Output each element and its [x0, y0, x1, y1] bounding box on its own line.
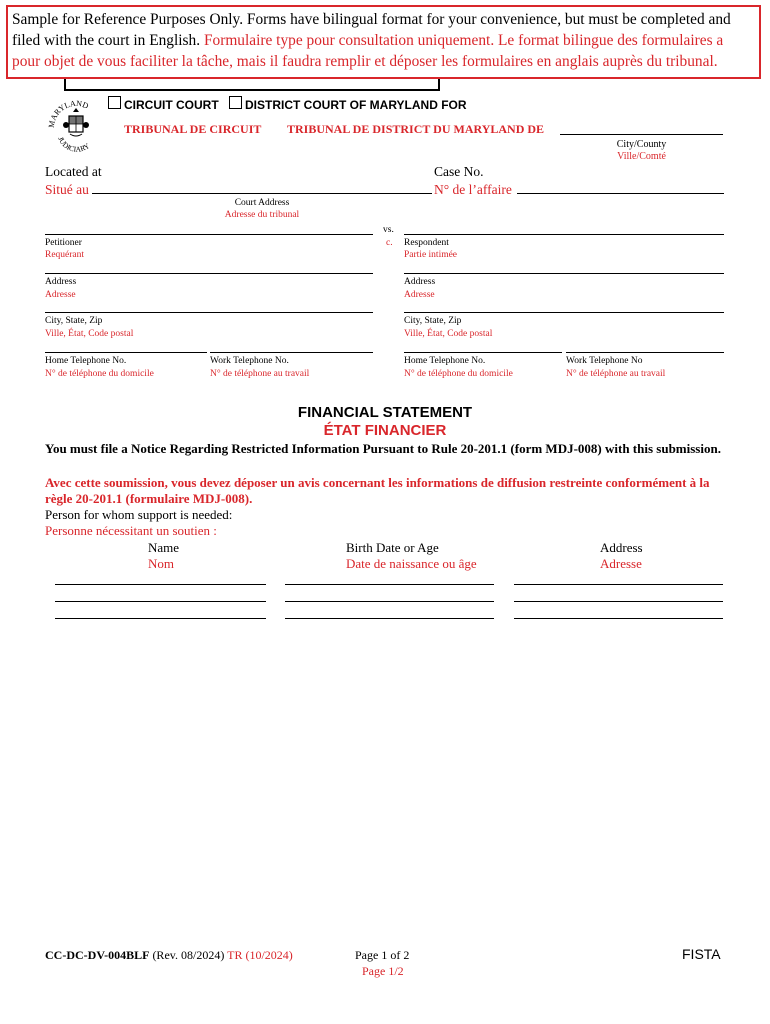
- versus-label: vs.: [383, 225, 394, 235]
- respondent-home-tel-label-fr: N° de téléphone du domicile: [404, 369, 513, 379]
- form-revision: (Rev. 08/2024): [152, 948, 225, 962]
- banner-underline-box: [64, 79, 440, 91]
- address-column-header-fr: Adresse: [600, 556, 642, 571]
- city-county-field[interactable]: [560, 134, 723, 135]
- petitioner-city-label-fr: Ville, État, Code postal: [45, 329, 134, 339]
- petitioner-address-label-fr: Adresse: [45, 290, 76, 300]
- support-person-label: Person for whom support is needed:: [45, 507, 233, 522]
- form-id: CC-DC-DV-004BLF: [45, 948, 150, 962]
- court-address-label-fr: Adresse du tribunal: [224, 210, 300, 220]
- petitioner-field[interactable]: [45, 234, 373, 235]
- respondent-address-field[interactable]: [404, 273, 724, 274]
- restricted-info-notice-fr: Avec cette soumission, vous devez déposer un avis concernant les informations de diffusion restreinte conformément à la règle 20-201.1 (formulaire MDJ-008).: [45, 475, 710, 506]
- located-at-label-fr: Situé au: [45, 182, 89, 197]
- respondent-city-field[interactable]: [404, 312, 724, 313]
- petitioner-work-tel-label: Work Telephone No.: [210, 356, 289, 366]
- support-name-field-1[interactable]: [55, 584, 266, 585]
- respondent-city-label-fr: Ville, État, Code postal: [404, 329, 493, 339]
- restricted-info-notice: You must file a Notice Regarding Restricted Information Pursuant to Rule 20-201.1 (form MDJ-008) with this submission.: [45, 441, 721, 456]
- district-court-label: DISTRICT COURT OF MARYLAND FOR: [245, 98, 467, 112]
- respondent-home-tel-field[interactable]: [404, 352, 562, 353]
- case-no-label-fr: N° de l’affaire: [434, 182, 512, 197]
- support-address-field-3[interactable]: [514, 618, 723, 619]
- support-address-field-2[interactable]: [514, 601, 723, 602]
- court-address-label: Court Address: [234, 198, 290, 208]
- address-column-header: Address: [600, 540, 643, 555]
- petitioner-work-tel-field[interactable]: [210, 352, 373, 353]
- versus-label-fr: c.: [386, 238, 393, 248]
- petitioner-address-label: Address: [45, 277, 77, 287]
- page-number-fr: Page 1/2: [362, 964, 404, 978]
- respondent-work-tel-label: Work Telephone No: [566, 356, 643, 366]
- located-at-label: Located at: [45, 164, 102, 179]
- support-person-label-fr: Personne nécessitant un soutien :: [45, 523, 217, 538]
- petitioner-city-field[interactable]: [45, 312, 373, 313]
- support-name-field-3[interactable]: [55, 618, 266, 619]
- respondent-label: Respondent: [404, 238, 449, 248]
- form-title-fr: ÉTAT FINANCIER: [323, 422, 447, 439]
- reference-banner: [6, 5, 761, 79]
- support-address-field-1[interactable]: [514, 584, 723, 585]
- respondent-city-label: City, State, Zip: [404, 316, 462, 326]
- district-court-checkbox[interactable]: [229, 96, 242, 114]
- petitioner-home-tel-label: Home Telephone No.: [45, 356, 127, 366]
- petitioner-home-tel-field[interactable]: [45, 352, 207, 353]
- support-birth-field-1[interactable]: [285, 584, 494, 585]
- banner-english: Sample for Reference Purposes Only. Forms have bilingual format for your convenience, but must be completed and filed with the court in English.: [12, 11, 731, 49]
- petitioner-home-tel-label-fr: N° de téléphone du domicile: [45, 369, 154, 379]
- svg-text:JUDICIARY: [56, 135, 92, 154]
- name-column-header: Name: [148, 540, 180, 555]
- form-code: FISTA: [682, 946, 721, 962]
- respondent-field[interactable]: [404, 234, 724, 235]
- respondent-work-tel-field[interactable]: [566, 352, 724, 353]
- petitioner-work-tel-label-fr: N° de téléphone au travail: [210, 369, 310, 379]
- seal-icon: [46, 94, 106, 156]
- petitioner-label: Petitioner: [45, 238, 82, 248]
- petitioner-label-fr: Requérant: [45, 250, 85, 260]
- support-birth-field-3[interactable]: [285, 618, 494, 619]
- case-no-label: Case No.: [434, 164, 484, 179]
- form-id-footer: [45, 948, 293, 963]
- case-no-field[interactable]: [517, 193, 724, 194]
- city-county-label-fr: Ville/Comté: [617, 151, 666, 162]
- birth-column-header-fr: Date de naissance ou âge: [346, 556, 477, 571]
- support-birth-field-2[interactable]: [285, 601, 494, 602]
- circuit-court-label: CIRCUIT COURT: [124, 98, 219, 112]
- respondent-address-label-fr: Adresse: [404, 290, 435, 300]
- name-column-header-fr: Nom: [148, 556, 174, 571]
- circuit-court-checkbox[interactable]: [108, 96, 121, 114]
- birth-column-header: Birth Date or Age: [346, 540, 439, 555]
- court-address-field[interactable]: [92, 193, 432, 194]
- seal-top-text: MARYLAND: [46, 98, 90, 129]
- respondent-work-tel-label-fr: N° de téléphone au travail: [566, 369, 666, 379]
- district-court-label-fr: TRIBUNAL DE DISTRICT DU MARYLAND DE: [287, 122, 545, 136]
- respondent-address-label: Address: [404, 277, 436, 287]
- banner-french: Formulaire type pour consultation uniquement. Le format bilingue des formulaires a pour objet de vous faciliter la tâche, mais il faudra remplir et déposer les formulaires en anglais auprès du tribunal.: [12, 32, 724, 70]
- respondent-label-fr: Partie intimée: [404, 250, 458, 260]
- maryland-judiciary-seal: [46, 94, 106, 156]
- petitioner-city-label: City, State, Zip: [45, 316, 103, 326]
- seal-bottom-text: JUDICIARY: [56, 135, 92, 154]
- circuit-court-label-fr: TRIBUNAL DE CIRCUIT: [124, 122, 262, 136]
- petitioner-address-field[interactable]: [45, 273, 373, 274]
- form-title: FINANCIAL STATEMENT: [297, 404, 473, 421]
- city-county-label: City/County: [616, 139, 667, 150]
- respondent-home-tel-label: Home Telephone No.: [404, 356, 486, 366]
- support-name-field-2[interactable]: [55, 601, 266, 602]
- form-translation-date: TR (10/2024): [227, 948, 293, 962]
- page-number: Page 1 of 2: [355, 948, 410, 962]
